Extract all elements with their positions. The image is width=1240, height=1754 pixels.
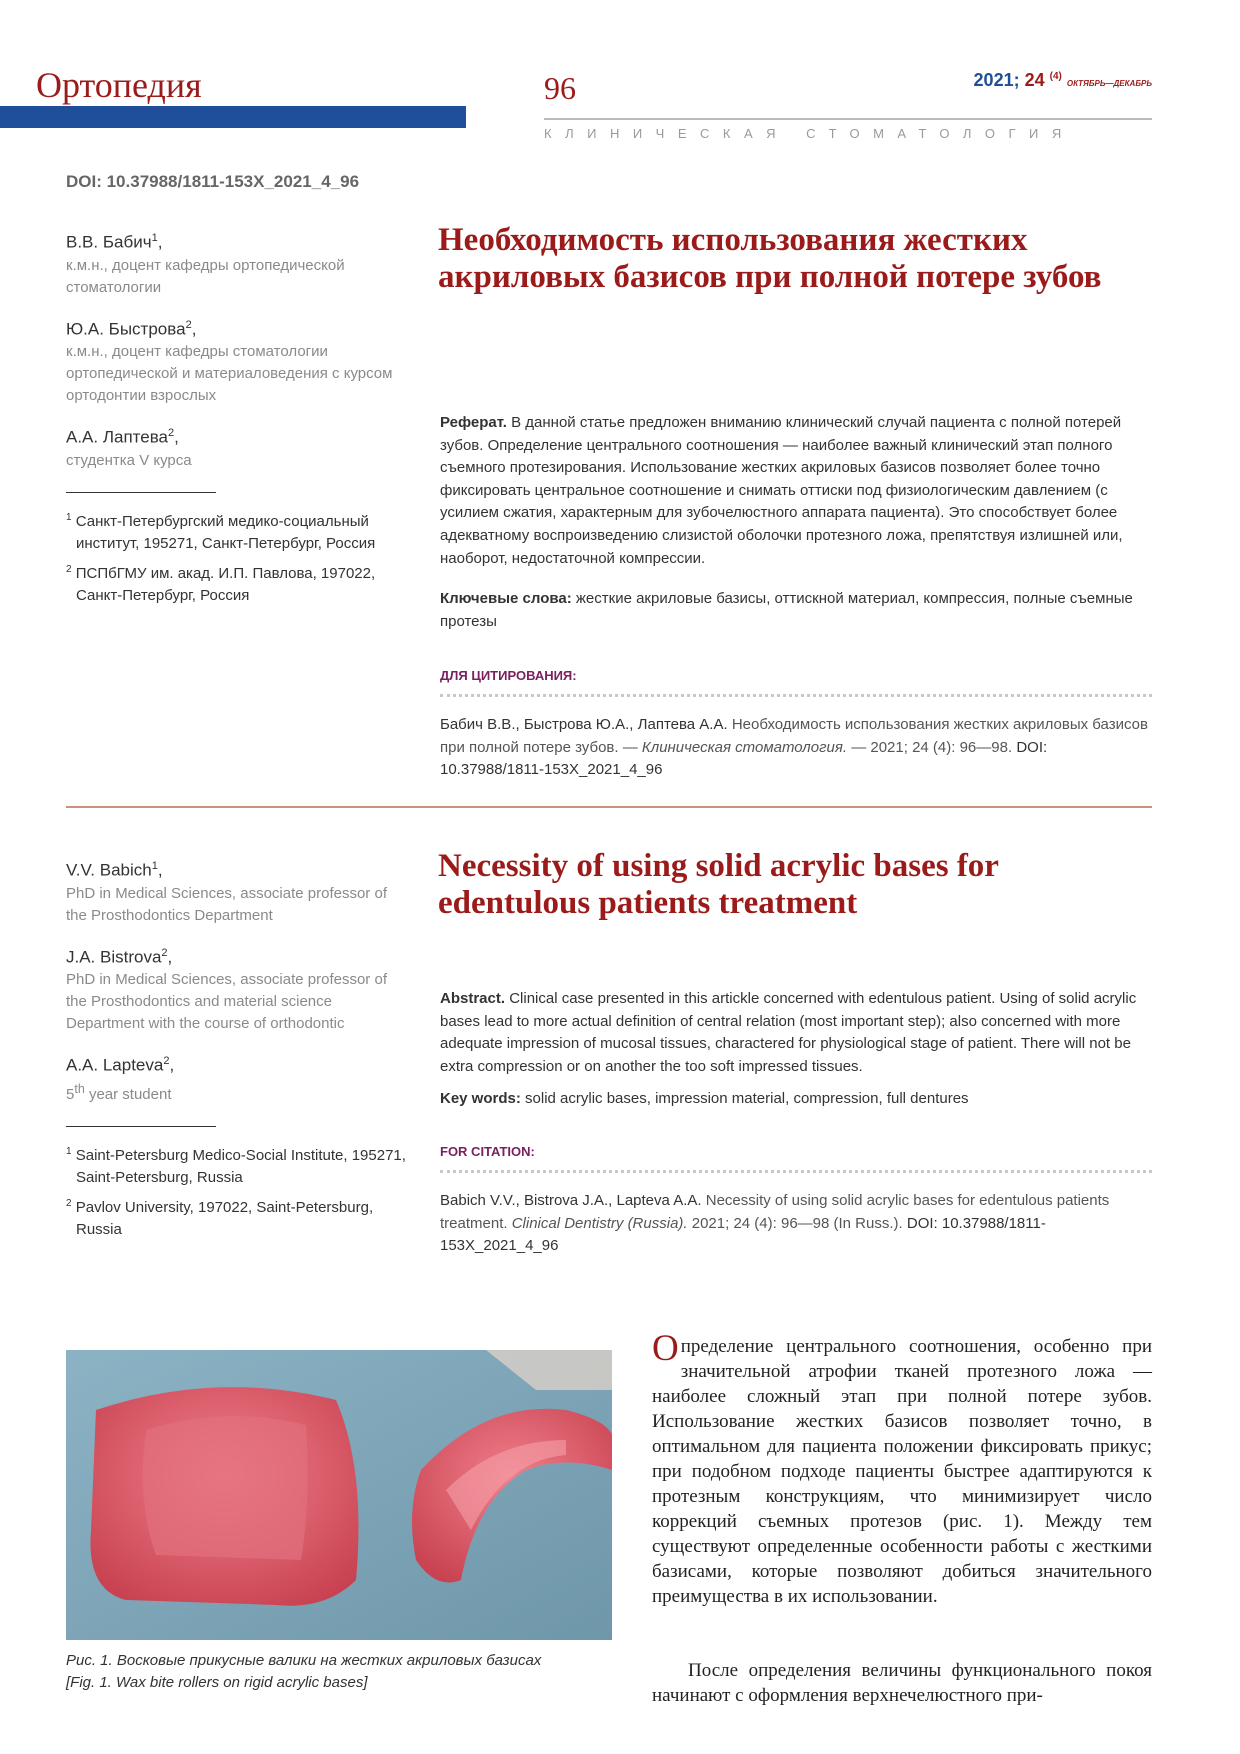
citation-label-ru: ДЛЯ ЦИТИРОВАНИЯ: <box>440 668 577 683</box>
article-title-en: Necessity of using solid acrylic bases for edentulous patients treatment <box>438 848 999 921</box>
article-title-ru: Необходимость использования жестких акриловых базисов при полной потере зубов <box>438 222 1102 295</box>
abstract-en: Abstract. Clinical case presented in this artickle concerned with edentulous patient. Using of solid acrylic bases lead to more actual definition of central relation (most important step); also concerned with more adequate impression of mucosal tissues, charactered for physiological stage of patient. There will not be extra compression or on another the too soft impressed tissues. <box>440 990 1137 1075</box>
ru-authors <box>66 232 406 611</box>
affiliation: $^1$ Saint-Petersburg Medico-Social Institute, 195271, Saint-Petersburg, Russia <box>66 1145 406 1186</box>
journal-name: КЛИНИЧЕСКАЯ СТОМАТОЛОГИЯ <box>544 126 1075 141</box>
author-name: V.V. Babich$^1$, <box>66 860 163 880</box>
keywords-en: Key words: solid acrylic bases, impression material, compression, full dentures <box>440 1090 969 1107</box>
author-position: к.м.н., доцент кафедры стоматологии ортопедической и материаловедения с курсом ортодонтии взрослых <box>66 343 393 405</box>
figure-photo <box>66 1350 612 1640</box>
affiliation-rule <box>66 492 216 493</box>
affiliation: $^2$ ПСПбГМУ им. акад. И.П. Павлова, 197022, Санкт-Петербург, Россия <box>66 563 376 604</box>
header-bar <box>0 106 466 128</box>
author-name: В.В. Бабич$^1$, <box>66 232 163 252</box>
body-paragraph: Определение центрального соотношения, особенно при значительной атрофии тканей протезного ложа — наиболее сложный этап при полной потере зубов. Использование жестких базисов позволяет точно, в оптимальном для пациента положении фиксировать прикус; при подобном подходе пациенты быстрее адаптируются к протезным конструкциям, что минимизирует число коррекций съемных протезов (рис. 1). Между тем существуют определенные особенности работы с жесткими базисами, которые позволяют добиться значительного преимущества в их использовании. <box>652 1328 1152 1607</box>
abstract-ru: Реферат. В данной статье предложен вниманию клинический случай пациента с полной потерей зубов. Определение центрального соотношения — наиболее важный клинический этап полного съемного протезирования. Использование жестких акриловых базисов позволяет более точно фиксировать центральное соотношение и снимать оттиски под физиологическим давлением (с усилием сжатия, характерным для зубочелюстного аппарата пациента). Это способствует более адекватному воспроизведению слизистой оболочки протезного ложа, препятствуя излишней или, наоборот, недостаточной компрессии. <box>440 414 1123 567</box>
dotted-rule <box>440 1170 1152 1173</box>
issue-volume: 24 <box>1024 70 1045 90</box>
dotted-rule <box>440 694 1152 697</box>
en-authors <box>66 860 406 1245</box>
doi: DOI: 10.37988/1811-153X_2021_4_96 <box>66 172 360 191</box>
author-position: PhD in Medical Sciences, associate professor of the Prosthodontics and material science Department with the course of orthodontic <box>66 971 387 1033</box>
figure-caption: Рис. 1. Восковые прикусные валики на жестких акриловых базисах [Fig. 1. Wax bite rollers on rigid acrylic bases] <box>66 1652 542 1691</box>
author-position: к.м.н., доцент кафедры ортопедической стоматологии <box>66 256 345 296</box>
issue-number: (4) <box>1049 71 1062 82</box>
keywords-ru: Ключевые слова: жесткие акриловые базисы, оттискной материал, компрессия, полные съемные протезы <box>440 590 1133 630</box>
page-number: 96 <box>544 70 576 106</box>
citation-label-en: FOR CITATION: <box>440 1144 535 1159</box>
author-name: Ю.А. Быстрова$^2$, <box>66 318 197 339</box>
header-rule <box>544 118 1152 120</box>
author-name: A.A. Lapteva$^2$, <box>66 1055 175 1075</box>
author-position: студентка V курса <box>66 451 192 469</box>
issue-info <box>974 70 1152 91</box>
wax-bite-rollers-image <box>66 1350 612 1640</box>
author-position: PhD in Medical Sciences, associate professor of the Prosthodontics Department <box>66 884 387 924</box>
section-divider <box>66 806 1152 808</box>
author-position: 5th year student <box>66 1081 172 1103</box>
author-name: А.А. Лаптева$^2$, <box>66 427 179 447</box>
drop-cap: О <box>652 1328 679 1369</box>
section-title: Ортопедия <box>36 65 202 105</box>
author-name: J.A. Bistrova$^2$, <box>66 946 173 967</box>
issue-year: 2021; <box>973 70 1020 90</box>
affiliation: $^2$ Pavlov University, 197022, Saint-Petersburg, Russia <box>66 1197 374 1238</box>
citation-ru: Бабич В.В., Быстрова Ю.А., Лаптева А.А. Необходимость использования жестких акриловых базисов при полной потере зубов. — Клиническая стоматология. — 2021; 24 (4): 96—98. DOI: 10.37988/1811-153X_2021_4_96 <box>440 716 1148 779</box>
affiliation: $^1$ Санкт-Петербургский медико-социальный институт, 195271, Санкт-Петербург, Россия <box>66 511 376 552</box>
citation-en: Babich V.V., Bistrova J.A., Lapteva A.A. Necessity of using solid acrylic bases for edentulous patients treatment. Clinical Dentistry (Russia). 2021; 24 (4): 96—98 (In Russ.). DOI: 10.37988/1811-153X_2021_4_96 <box>440 1192 1110 1255</box>
issue-months: ОКТЯБРЬ—ДЕКАБРЬ <box>1066 79 1152 88</box>
affiliation-rule <box>66 1126 216 1127</box>
body-paragraph: После определения величины функционального покоя начинают с оформления верхнечелюстного при- <box>652 1660 1152 1706</box>
